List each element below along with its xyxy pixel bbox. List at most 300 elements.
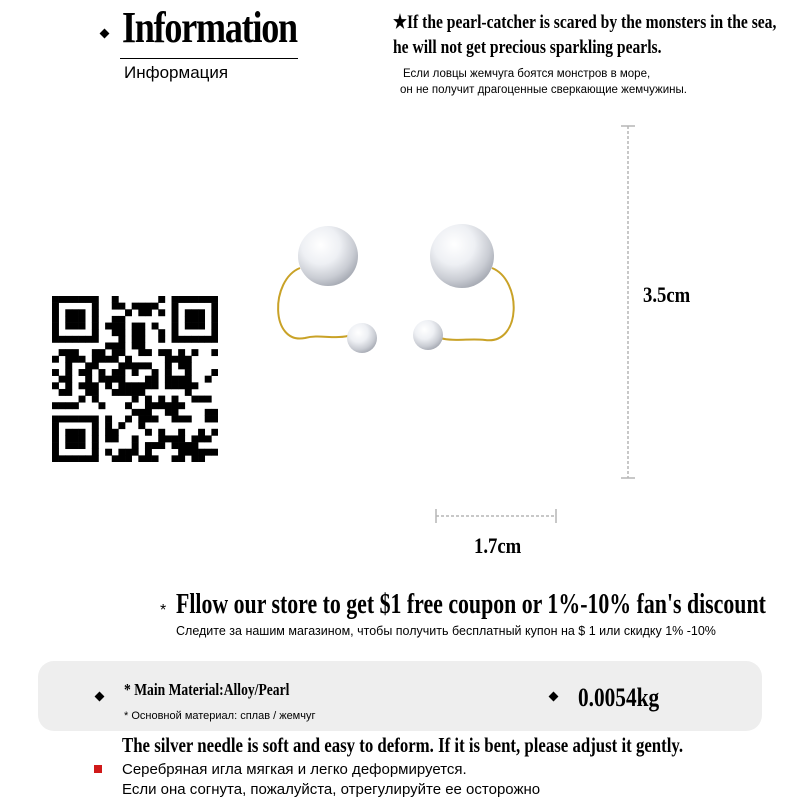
qr-module bbox=[112, 429, 119, 436]
qr-module bbox=[172, 316, 179, 323]
qr-module bbox=[191, 382, 198, 389]
qr-module bbox=[65, 442, 72, 449]
qr-module bbox=[158, 429, 165, 436]
qr-module bbox=[205, 296, 212, 303]
qr-module bbox=[145, 376, 152, 383]
qr-module bbox=[132, 442, 139, 449]
qr-module bbox=[79, 316, 86, 323]
qr-module bbox=[205, 449, 212, 456]
qr-module bbox=[185, 323, 192, 330]
qr-module bbox=[138, 362, 145, 369]
qr-module bbox=[79, 336, 86, 343]
qr-code-icon bbox=[52, 296, 218, 462]
qr-module bbox=[191, 435, 198, 442]
qr-module bbox=[59, 349, 66, 356]
needle-note-english: The silver needle is soft and easy to deform. If it is bent, please adjust it gently. bbox=[122, 733, 684, 757]
qr-module bbox=[65, 296, 72, 303]
qr-module bbox=[172, 329, 179, 336]
qr-module bbox=[178, 416, 185, 423]
qr-module bbox=[211, 336, 218, 343]
qr-module bbox=[92, 416, 99, 423]
qr-module bbox=[158, 442, 165, 449]
qr-module bbox=[112, 349, 119, 356]
qr-module bbox=[165, 382, 172, 389]
qr-module bbox=[178, 402, 185, 409]
qr-module bbox=[138, 329, 145, 336]
qr-module bbox=[132, 362, 139, 369]
qr-module bbox=[118, 342, 125, 349]
follow-text-russian: Следите за нашим магазином, чтобы получить бесплатный купон на $ 1 или скидку 1% -10% bbox=[176, 624, 716, 638]
qr-module bbox=[172, 396, 179, 403]
qr-module bbox=[211, 349, 218, 356]
qr-module bbox=[191, 296, 198, 303]
qr-module bbox=[79, 309, 86, 316]
qr-module bbox=[85, 336, 92, 343]
qr-module bbox=[198, 396, 205, 403]
qr-module bbox=[72, 356, 79, 363]
qr-module bbox=[79, 455, 86, 462]
qr-module bbox=[185, 442, 192, 449]
qr-module bbox=[211, 323, 218, 330]
qr-module bbox=[172, 336, 179, 343]
qr-module bbox=[211, 316, 218, 323]
qr-module bbox=[92, 435, 99, 442]
product-image bbox=[260, 210, 540, 370]
qr-module bbox=[125, 416, 132, 423]
qr-module bbox=[85, 382, 92, 389]
star-icon: ★ bbox=[393, 12, 407, 33]
qr-module bbox=[158, 349, 165, 356]
qr-module bbox=[112, 356, 119, 363]
note-en-line2: he will not get precious sparkling pearls. bbox=[393, 37, 662, 58]
qr-module bbox=[92, 382, 99, 389]
qr-module bbox=[178, 362, 185, 369]
qr-module bbox=[112, 303, 119, 310]
follow-marker: * bbox=[160, 602, 167, 619]
qr-module bbox=[118, 369, 125, 376]
qr-module bbox=[59, 455, 66, 462]
qr-module bbox=[65, 309, 72, 316]
qr-module bbox=[125, 356, 132, 363]
qr-module bbox=[72, 323, 79, 330]
qr-module bbox=[145, 396, 152, 403]
qr-module bbox=[158, 435, 165, 442]
qr-module bbox=[205, 435, 212, 442]
qr-module bbox=[105, 376, 112, 383]
qr-module bbox=[145, 382, 152, 389]
qr-module bbox=[92, 336, 99, 343]
qr-module bbox=[125, 382, 132, 389]
qr-module bbox=[211, 329, 218, 336]
qr-module bbox=[152, 323, 159, 330]
qr-module bbox=[65, 356, 72, 363]
qr-module bbox=[191, 316, 198, 323]
qr-module bbox=[72, 402, 79, 409]
qr-module bbox=[211, 449, 218, 456]
qr-module bbox=[178, 349, 185, 356]
qr-module bbox=[172, 442, 179, 449]
qr-module bbox=[158, 336, 165, 343]
qr-module bbox=[52, 356, 59, 363]
qr-module bbox=[165, 362, 172, 369]
qr-module bbox=[52, 336, 59, 343]
qr-module bbox=[79, 416, 86, 423]
qr-module bbox=[185, 449, 192, 456]
qr-module bbox=[118, 323, 125, 330]
width-dimension-line bbox=[432, 506, 560, 526]
qr-module bbox=[72, 435, 79, 442]
qr-module bbox=[65, 429, 72, 436]
qr-module bbox=[205, 396, 212, 403]
qr-module bbox=[52, 296, 59, 303]
qr-module bbox=[125, 449, 132, 456]
qr-module bbox=[65, 316, 72, 323]
qr-module bbox=[211, 303, 218, 310]
qr-module bbox=[92, 442, 99, 449]
qr-module bbox=[172, 382, 179, 389]
qr-module bbox=[112, 455, 119, 462]
diamond-bullet-icon bbox=[100, 29, 110, 39]
qr-module bbox=[85, 362, 92, 369]
qr-module bbox=[105, 449, 112, 456]
qr-module bbox=[72, 429, 79, 436]
qr-module bbox=[172, 303, 179, 310]
qr-module bbox=[105, 382, 112, 389]
qr-module bbox=[211, 296, 218, 303]
qr-module bbox=[178, 382, 185, 389]
qr-module bbox=[98, 349, 105, 356]
qr-module bbox=[105, 356, 112, 363]
qr-module bbox=[172, 416, 179, 423]
qr-module bbox=[191, 449, 198, 456]
qr-module bbox=[112, 316, 119, 323]
qr-module bbox=[132, 329, 139, 336]
qr-module bbox=[198, 323, 205, 330]
qr-module bbox=[59, 416, 66, 423]
qr-module bbox=[92, 303, 99, 310]
qr-module bbox=[92, 349, 99, 356]
qr-module bbox=[138, 323, 145, 330]
qr-module bbox=[105, 429, 112, 436]
qr-module bbox=[65, 389, 72, 396]
qr-module bbox=[92, 449, 99, 456]
qr-module bbox=[118, 389, 125, 396]
qr-module bbox=[172, 402, 179, 409]
follow-text-english: Fllow our store to get $1 free coupon or 1%-10% fan's discount bbox=[176, 589, 766, 620]
qr-module bbox=[132, 303, 139, 310]
qr-module bbox=[118, 382, 125, 389]
qr-module bbox=[165, 356, 172, 363]
qr-module bbox=[132, 336, 139, 343]
qr-module bbox=[198, 336, 205, 343]
qr-module bbox=[125, 309, 132, 316]
qr-module bbox=[185, 376, 192, 383]
note-english bbox=[393, 10, 776, 60]
qr-module bbox=[172, 309, 179, 316]
qr-module bbox=[72, 309, 79, 316]
qr-module bbox=[92, 362, 99, 369]
title-underline bbox=[120, 58, 298, 59]
note-russian bbox=[400, 66, 687, 98]
qr-module bbox=[92, 455, 99, 462]
qr-module bbox=[112, 376, 119, 383]
qr-module bbox=[125, 402, 132, 409]
needle-ru-line1: Серебряная игла мягкая и легко деформируется. bbox=[122, 761, 467, 778]
qr-module bbox=[191, 349, 198, 356]
qr-module bbox=[118, 455, 125, 462]
qr-module bbox=[138, 349, 145, 356]
qr-module bbox=[65, 455, 72, 462]
qr-module bbox=[52, 422, 59, 429]
page-subtitle: Информация bbox=[124, 63, 229, 82]
qr-module bbox=[138, 336, 145, 343]
qr-module bbox=[185, 336, 192, 343]
qr-module bbox=[191, 323, 198, 330]
qr-module bbox=[198, 309, 205, 316]
qr-module bbox=[52, 316, 59, 323]
weight-value: 0.0054kg bbox=[578, 683, 660, 712]
qr-module bbox=[125, 455, 132, 462]
qr-module bbox=[125, 362, 132, 369]
needle-note-russian bbox=[122, 760, 540, 800]
qr-module bbox=[92, 389, 99, 396]
qr-module bbox=[152, 442, 159, 449]
qr-module bbox=[211, 309, 218, 316]
qr-module bbox=[211, 369, 218, 376]
qr-module bbox=[112, 329, 119, 336]
qr-module bbox=[72, 442, 79, 449]
qr-module bbox=[198, 429, 205, 436]
qr-module bbox=[185, 369, 192, 376]
qr-module bbox=[138, 382, 145, 389]
qr-module bbox=[65, 435, 72, 442]
qr-module bbox=[165, 376, 172, 383]
qr-module bbox=[132, 323, 139, 330]
qr-module bbox=[211, 416, 218, 423]
qr-module bbox=[138, 309, 145, 316]
material-english: * Main Material:Alloy/Pearl bbox=[124, 680, 290, 699]
qr-module bbox=[72, 336, 79, 343]
qr-module bbox=[52, 309, 59, 316]
qr-module bbox=[52, 303, 59, 310]
qr-module bbox=[92, 356, 99, 363]
qr-module bbox=[92, 323, 99, 330]
qr-module bbox=[158, 309, 165, 316]
qr-module bbox=[85, 369, 92, 376]
qr-module bbox=[178, 376, 185, 383]
qr-module bbox=[132, 369, 139, 376]
qr-module bbox=[178, 449, 185, 456]
qr-module bbox=[112, 296, 119, 303]
qr-module bbox=[185, 309, 192, 316]
qr-module bbox=[191, 336, 198, 343]
qr-module bbox=[118, 329, 125, 336]
qr-module bbox=[198, 455, 205, 462]
qr-module bbox=[205, 409, 212, 416]
qr-module bbox=[145, 449, 152, 456]
qr-module bbox=[145, 409, 152, 416]
qr-module bbox=[138, 455, 145, 462]
qr-module bbox=[92, 429, 99, 436]
qr-module bbox=[132, 409, 139, 416]
qr-module bbox=[198, 296, 205, 303]
qr-module bbox=[145, 402, 152, 409]
qr-module bbox=[185, 416, 192, 423]
qr-module bbox=[198, 449, 205, 456]
qr-module bbox=[118, 422, 125, 429]
qr-module bbox=[79, 356, 86, 363]
qr-module bbox=[138, 303, 145, 310]
qr-module bbox=[165, 409, 172, 416]
qr-module bbox=[165, 369, 172, 376]
height-dimension-line bbox=[618, 122, 638, 482]
qr-module bbox=[52, 455, 59, 462]
qr-module bbox=[79, 382, 86, 389]
qr-module bbox=[185, 316, 192, 323]
qr-module bbox=[138, 422, 145, 429]
qr-module bbox=[85, 416, 92, 423]
qr-module bbox=[145, 362, 152, 369]
qr-module bbox=[118, 362, 125, 369]
qr-module bbox=[85, 376, 92, 383]
qr-module bbox=[158, 396, 165, 403]
qr-module bbox=[172, 435, 179, 442]
qr-module bbox=[52, 442, 59, 449]
qr-module bbox=[79, 323, 86, 330]
qr-module bbox=[165, 349, 172, 356]
qr-module bbox=[52, 429, 59, 436]
qr-module bbox=[132, 382, 139, 389]
qr-module bbox=[65, 402, 72, 409]
qr-module bbox=[185, 382, 192, 389]
qr-module bbox=[105, 416, 112, 423]
qr-module bbox=[152, 376, 159, 383]
qr-module bbox=[145, 309, 152, 316]
qr-module bbox=[59, 336, 66, 343]
qr-module bbox=[172, 455, 179, 462]
qr-module bbox=[65, 323, 72, 330]
qr-module bbox=[211, 429, 218, 436]
qr-module bbox=[65, 382, 72, 389]
qr-module bbox=[152, 416, 159, 423]
qr-module bbox=[132, 449, 139, 456]
qr-module bbox=[92, 309, 99, 316]
height-label: 3.5cm bbox=[643, 282, 691, 307]
qr-module bbox=[52, 416, 59, 423]
qr-module bbox=[165, 402, 172, 409]
qr-module bbox=[112, 323, 119, 330]
qr-module bbox=[178, 435, 185, 442]
qr-module bbox=[98, 376, 105, 383]
qr-module bbox=[185, 356, 192, 363]
material-russian: * Основной материал: сплав / жемчуг bbox=[124, 710, 316, 722]
qr-module bbox=[72, 316, 79, 323]
qr-module bbox=[85, 296, 92, 303]
qr-module bbox=[52, 382, 59, 389]
qr-module bbox=[125, 389, 132, 396]
qr-module bbox=[138, 342, 145, 349]
qr-module bbox=[118, 303, 125, 310]
qr-module bbox=[118, 376, 125, 383]
qr-module bbox=[79, 296, 86, 303]
qr-module bbox=[145, 349, 152, 356]
qr-module bbox=[92, 422, 99, 429]
qr-module bbox=[118, 449, 125, 456]
qr-module bbox=[132, 396, 139, 403]
qr-module bbox=[72, 349, 79, 356]
qr-module bbox=[98, 402, 105, 409]
qr-module bbox=[178, 442, 185, 449]
qr-module bbox=[172, 409, 179, 416]
qr-module bbox=[172, 356, 179, 363]
qr-module bbox=[198, 435, 205, 442]
qr-module bbox=[178, 296, 185, 303]
qr-module bbox=[59, 402, 66, 409]
qr-module bbox=[118, 336, 125, 343]
qr-module bbox=[52, 449, 59, 456]
qr-module bbox=[145, 416, 152, 423]
page-title: Information bbox=[122, 3, 297, 52]
qr-module bbox=[191, 455, 198, 462]
qr-module bbox=[178, 455, 185, 462]
qr-module bbox=[185, 389, 192, 396]
qr-module bbox=[158, 329, 165, 336]
qr-module bbox=[165, 435, 172, 442]
qr-module bbox=[105, 435, 112, 442]
qr-module bbox=[205, 416, 212, 423]
qr-module bbox=[59, 389, 66, 396]
qr-module bbox=[92, 316, 99, 323]
qr-module bbox=[52, 435, 59, 442]
qr-module bbox=[112, 369, 119, 376]
note-ru-line1: Если ловцы жемчуга боятся монстров в море, bbox=[403, 68, 651, 80]
qr-module bbox=[52, 323, 59, 330]
qr-module bbox=[79, 435, 86, 442]
qr-module bbox=[172, 376, 179, 383]
qr-module bbox=[52, 329, 59, 336]
qr-module bbox=[52, 402, 59, 409]
qr-module bbox=[72, 296, 79, 303]
qr-module bbox=[158, 402, 165, 409]
qr-module bbox=[65, 376, 72, 383]
qr-module bbox=[132, 389, 139, 396]
qr-module bbox=[92, 396, 99, 403]
qr-module bbox=[92, 296, 99, 303]
qr-module bbox=[145, 429, 152, 436]
qr-module bbox=[158, 296, 165, 303]
qr-module bbox=[205, 376, 212, 383]
needle-ru-line2: Если она согнута, пожалуйста, отрегулируйте ее осторожно bbox=[122, 781, 541, 798]
qr-module bbox=[172, 296, 179, 303]
qr-module bbox=[112, 435, 119, 442]
qr-module bbox=[152, 303, 159, 310]
qr-module bbox=[152, 402, 159, 409]
qr-module bbox=[79, 442, 86, 449]
qr-module bbox=[152, 455, 159, 462]
qr-module bbox=[65, 362, 72, 369]
qr-module bbox=[98, 356, 105, 363]
qr-module bbox=[145, 455, 152, 462]
qr-module bbox=[185, 296, 192, 303]
qr-module bbox=[52, 369, 59, 376]
qr-module bbox=[72, 416, 79, 423]
qr-module bbox=[59, 376, 66, 383]
qr-module bbox=[152, 382, 159, 389]
qr-module bbox=[59, 296, 66, 303]
qr-module bbox=[85, 455, 92, 462]
qr-module bbox=[191, 396, 198, 403]
qr-module bbox=[105, 342, 112, 349]
